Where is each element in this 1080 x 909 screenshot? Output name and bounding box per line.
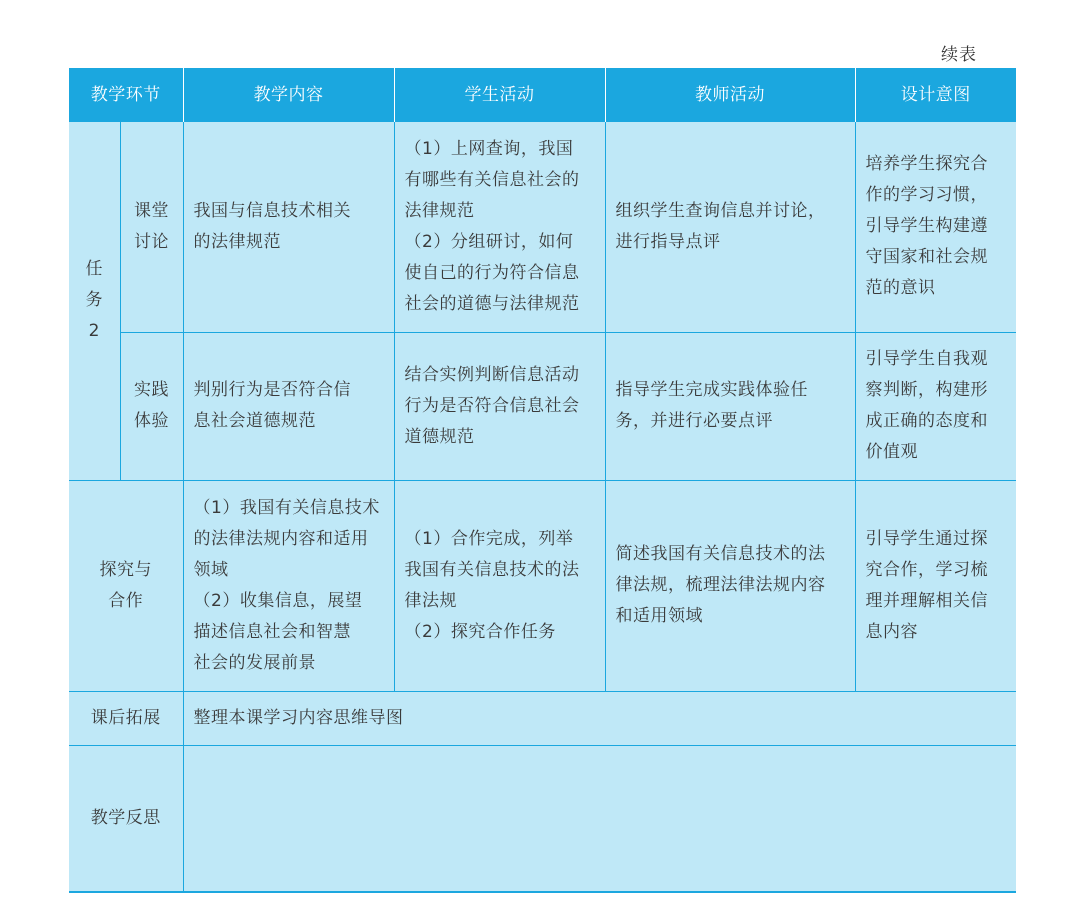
text-line: 务，并进行必要点评 [615,411,773,431]
stage-extension: 课后拓展 [69,691,183,745]
text-line: 守国家和社会规 [865,247,988,268]
text-line: 探究与 [99,559,152,580]
text-line: （1）我国有关信息技术 [193,497,380,518]
text-line: 范的意识 [865,278,936,299]
text-line: 指导学生完成实践体验任 [615,380,808,400]
stage-explore [69,480,183,691]
text-line: 的法律规范 [193,231,281,252]
text-line: 我国有关信息技术的法 [404,559,580,580]
header-design-intent: 设计意图 [855,68,1016,122]
text-line: 简述我国有关信息技术的法 [615,544,826,564]
text-line: （2）探究合作任务 [404,621,556,642]
text-line: 进行指导点评 [615,231,721,252]
stage-practice [120,332,183,480]
task2-label [69,122,120,480]
content-explore [183,480,394,691]
intent-explore [855,480,1016,691]
text-line: 领域 [193,559,229,580]
text-line: 培养学生探究合 [865,154,988,175]
text-line: 合作 [108,590,144,611]
teacher-practice [605,332,855,480]
text-line: 法律规范 [404,200,475,221]
teacher-discussion [605,122,855,332]
text-line: 价值观 [865,442,918,462]
text-line: 我国与信息技术相关 [193,200,351,221]
text-line: 引导学生自我观 [865,349,988,369]
stage-reflection: 教学反思 [69,745,183,892]
teacher-explore [605,480,855,691]
table-row-practice [69,332,1016,480]
text-line: 察判断，构建形 [865,380,988,400]
text-line: 律法规 [404,590,457,611]
text-line: 和适用领域 [615,606,703,626]
content-reflection [183,745,1016,892]
text-line: 息内容 [865,621,918,642]
intent-practice [855,332,1016,480]
text-line: （2）分组研讨，如何 [404,231,574,252]
lesson-plan-table [69,68,1016,893]
text-line: 理并理解相关信 [865,590,988,611]
table-row-discussion [69,122,1016,332]
stage-discussion [120,122,183,332]
student-explore [394,480,605,691]
content-extension: 整理本课学习内容思维导图 [183,691,1016,745]
text-line: 使自己的行为符合信息 [404,262,580,283]
text-line: 成正确的态度和 [865,411,988,431]
header-stage: 教学环节 [69,68,183,122]
text-line: （1）合作完成，列举 [404,528,574,549]
text-line: 判别行为是否符合信 [193,380,351,400]
text-line: 息社会道德规范 [193,411,316,431]
header-row [69,68,1016,122]
text-line: 的法律法规内容和适用 [193,528,369,549]
text-line: 引导学生通过探 [865,528,988,549]
text-line: 道德规范 [404,426,475,447]
text-line: 引导学生构建遵 [865,216,988,237]
text-line: 体验 [134,411,169,431]
student-practice [394,332,605,480]
text-line: 有哪些有关信息社会的 [404,169,580,190]
text-line: 组织学生查询信息并讨论， [615,200,826,221]
text-line: 课堂 [134,200,169,221]
text-line: 结合实例判断信息活动 [404,364,580,385]
text-line: 作的学习习惯， [865,185,988,206]
text-line: 讨论 [134,231,169,252]
table-row-reflection [69,745,1016,892]
text-line: 2 [88,321,100,342]
header-student-activity: 学生活动 [394,68,605,122]
table-row-extension [69,691,1016,745]
text-line: 律法规，梳理法律法规内容 [615,575,826,595]
student-discussion [394,122,605,332]
text-line: 任 [85,259,103,280]
text-line: 实践 [134,380,169,400]
continued-label: 续表 [941,45,977,65]
text-line: 社会的道德与法律规范 [404,293,580,314]
text-line: （2）收集信息，展望 [193,590,363,611]
header-content: 教学内容 [183,68,394,122]
text-line: 描述信息社会和智慧 [193,621,351,642]
content-practice [183,332,394,480]
intent-discussion [855,122,1016,332]
text-line: （1）上网查询，我国 [404,138,574,159]
table-row-explore [69,480,1016,691]
text-line: 务 [85,290,103,311]
header-teacher-activity: 教师活动 [605,68,855,122]
text-line: 究合作，学习梳 [865,559,988,580]
text-line: 社会的发展前景 [193,652,316,673]
text-line: 行为是否符合信息社会 [404,395,580,416]
content-discussion [183,122,394,332]
